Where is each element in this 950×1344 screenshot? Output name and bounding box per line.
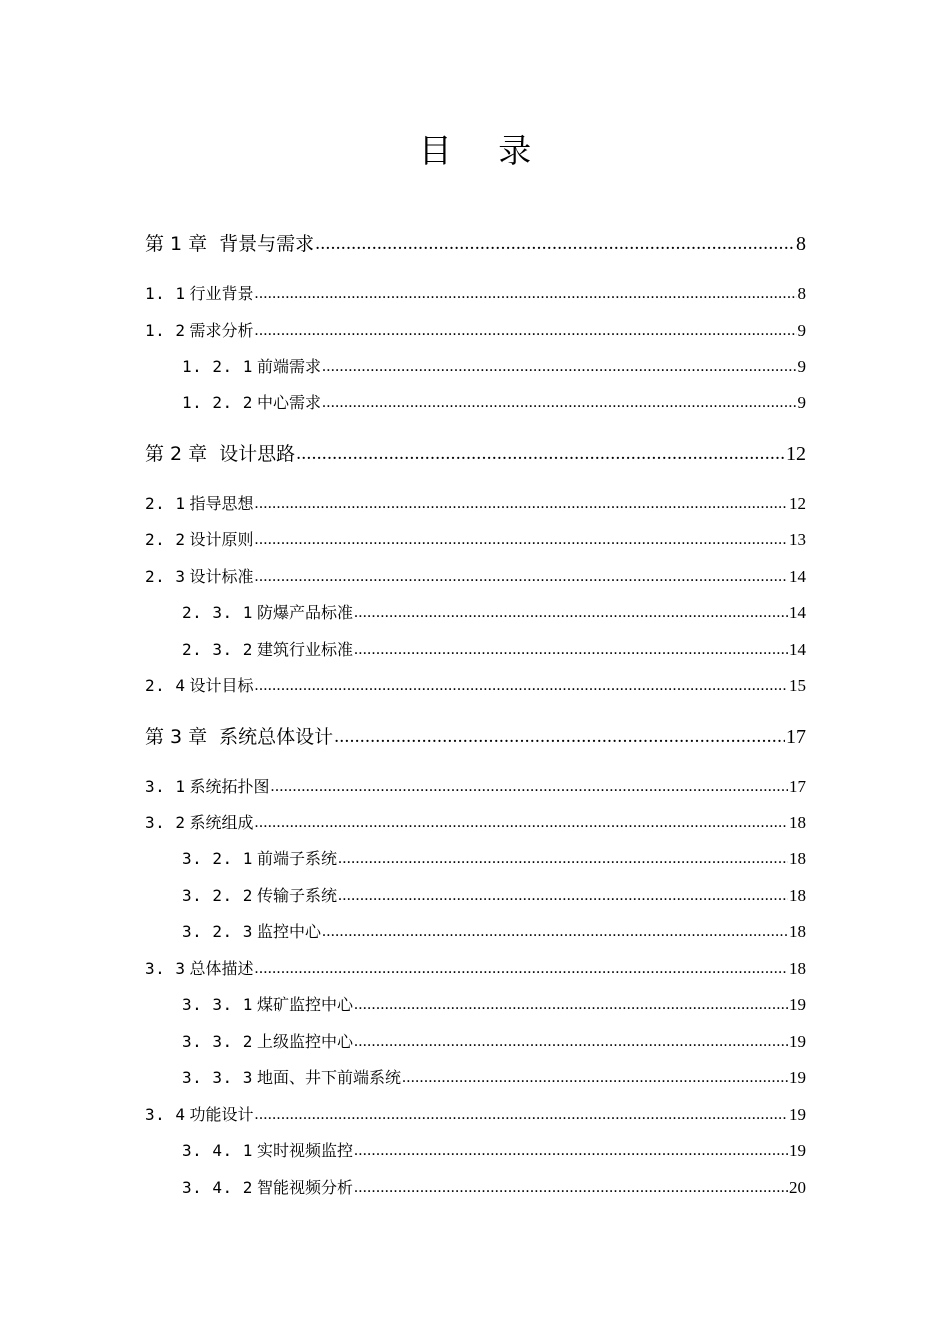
toc-entry-number: 2. 2 (145, 530, 186, 549)
toc-entry-page: 8 (797, 284, 806, 303)
toc-entry-number: 1. 2. 1 (182, 357, 253, 376)
toc-entry-number: 2. 4 (145, 676, 186, 695)
toc-entry-number: 3. 4 (145, 1105, 186, 1124)
dot-leader (255, 318, 797, 344)
toc-entry-chapter-1[interactable] (145, 229, 806, 259)
toc-entry-label: 设计思路 (219, 443, 296, 465)
toc-entry-2-3-2[interactable] (182, 637, 806, 663)
toc-entry-3-2-1[interactable] (182, 846, 806, 872)
toc-entry-page: 9 (797, 357, 806, 376)
toc-entry-label: 指导思想 (189, 494, 254, 513)
toc-entry-3-3-3[interactable] (182, 1065, 806, 1091)
toc-entry-number: 第 1 章 (145, 233, 208, 255)
toc-entry-number: 第 2 章 (145, 443, 208, 465)
toc-entry-2-2[interactable] (145, 527, 806, 553)
toc-entry-page: 15 (789, 676, 806, 695)
dot-leader (322, 354, 797, 380)
toc-entry-number: 3. 4. 1 (182, 1141, 253, 1160)
toc-entry-label: 系统拓扑图 (189, 777, 270, 796)
dot-leader (255, 810, 788, 836)
toc-entry-label: 智能视频分析 (256, 1178, 353, 1197)
toc-entry-3-4-1[interactable] (182, 1138, 806, 1164)
toc-entry-3-4-2[interactable] (182, 1175, 806, 1201)
toc-entry-page: 19 (789, 1068, 806, 1087)
dot-leader (255, 564, 788, 590)
toc-entry-page: 17 (786, 726, 806, 748)
toc-entry-2-3-1[interactable] (182, 600, 806, 626)
toc-entry-label: 煤矿监控中心 (256, 995, 353, 1014)
dot-leader (334, 722, 785, 752)
toc-entry-number: 3. 2. 1 (182, 849, 253, 868)
toc-entry-page: 12 (786, 443, 806, 465)
toc-entry-3-3-1[interactable] (182, 992, 806, 1018)
dot-leader (255, 527, 788, 553)
toc-entry-label: 系统组成 (189, 813, 254, 832)
toc-entry-1-1[interactable] (145, 281, 806, 307)
toc-entry-number: 3. 4. 2 (182, 1178, 253, 1197)
dot-leader (338, 883, 788, 909)
toc-entry-number: 3. 3. 2 (182, 1032, 253, 1051)
toc-entry-number: 3. 3. 3 (182, 1068, 253, 1087)
toc-entry-page: 19 (789, 995, 806, 1014)
toc-entry-page: 20 (789, 1178, 806, 1197)
toc-entry-chapter-3[interactable] (145, 722, 806, 752)
dot-leader (402, 1065, 788, 1091)
toc-entry-page: 14 (789, 640, 806, 659)
toc-entry-number: 第 3 章 (145, 726, 208, 748)
toc-entry-label: 传输子系统 (256, 886, 337, 905)
dot-leader (296, 439, 785, 469)
toc-entry-3-3-2[interactable] (182, 1029, 806, 1055)
toc-entry-number: 3. 3. 1 (182, 995, 253, 1014)
toc-entry-3-2-3[interactable] (182, 919, 806, 945)
dot-leader (354, 637, 788, 663)
toc-entry-label: 前端子系统 (256, 849, 337, 868)
toc-entry-2-1[interactable] (145, 491, 806, 517)
toc-entry-1-2-1[interactable] (182, 354, 806, 380)
toc-entry-page: 8 (796, 233, 806, 255)
toc-entry-number: 2. 3. 1 (182, 603, 253, 622)
toc-entry-label: 总体描述 (189, 959, 254, 978)
toc-entry-page: 18 (789, 922, 806, 941)
toc-entry-number: 2. 3. 2 (182, 640, 253, 659)
toc-entry-page: 14 (789, 567, 806, 586)
toc-entry-number: 3. 3 (145, 959, 186, 978)
toc-entry-label: 实时视频监控 (256, 1141, 353, 1160)
toc-entry-label: 系统总体设计 (219, 726, 334, 748)
toc-entry-page: 19 (789, 1032, 806, 1051)
toc-entry-page: 18 (789, 886, 806, 905)
toc-entry-3-1[interactable] (145, 774, 806, 800)
toc-entry-label: 防爆产品标准 (256, 603, 353, 622)
toc-entry-label: 需求分析 (189, 321, 254, 340)
toc-entry-number: 3. 2 (145, 813, 186, 832)
toc-entry-number: 1. 1 (145, 284, 186, 303)
toc-entry-label: 监控中心 (256, 922, 321, 941)
toc-entry-label: 设计标准 (189, 567, 254, 586)
toc-entry-page: 17 (789, 777, 806, 796)
toc-entry-label: 建筑行业标准 (256, 640, 353, 659)
toc-entry-label: 设计原则 (189, 530, 254, 549)
toc-entry-2-4[interactable] (145, 673, 806, 699)
toc-entry-page: 12 (789, 494, 806, 513)
toc-entry-label: 功能设计 (189, 1105, 254, 1124)
toc-entry-page: 18 (789, 813, 806, 832)
toc-entry-page: 13 (789, 530, 806, 549)
toc-entry-page: 18 (789, 959, 806, 978)
toc-entry-page: 18 (789, 849, 806, 868)
dot-leader (255, 281, 797, 307)
toc-entry-label: 行业背景 (189, 284, 254, 303)
toc-entry-label: 上级监控中心 (256, 1032, 353, 1051)
toc-entry-2-3[interactable] (145, 564, 806, 590)
toc-entry-page: 19 (789, 1141, 806, 1160)
dot-leader (354, 1175, 788, 1201)
toc-entry-number: 2. 3 (145, 567, 186, 586)
toc-entry-chapter-2[interactable] (145, 439, 806, 469)
toc-entry-page: 19 (789, 1105, 806, 1124)
dot-leader (322, 390, 797, 416)
dot-leader (315, 229, 795, 259)
toc-entry-number: 3. 1 (145, 777, 186, 796)
dot-leader (354, 1029, 788, 1055)
dot-leader (354, 1138, 788, 1164)
toc-entry-number: 1. 2 (145, 321, 186, 340)
dot-leader (255, 491, 788, 517)
dot-leader (255, 673, 788, 699)
toc-entry-3-2-2[interactable] (182, 883, 806, 909)
toc-entry-1-2[interactable] (145, 318, 806, 344)
toc-entry-label: 中心需求 (256, 393, 321, 412)
dot-leader (354, 992, 788, 1018)
dot-leader (322, 919, 788, 945)
dot-leader (338, 846, 788, 872)
dot-leader (255, 956, 788, 982)
toc-entry-label: 设计目标 (189, 676, 254, 695)
toc-entry-number: 3. 2. 2 (182, 886, 253, 905)
toc-entry-3-3[interactable] (145, 956, 806, 982)
toc-entry-3-2[interactable] (145, 810, 806, 836)
dot-leader (271, 774, 788, 800)
toc-entry-page: 9 (797, 393, 806, 412)
dot-leader (255, 1102, 788, 1128)
toc-entry-number: 1. 2. 2 (182, 393, 253, 412)
toc-entry-page: 14 (789, 603, 806, 622)
dot-leader (354, 600, 788, 626)
toc-entry-label: 地面、井下前端系统 (256, 1068, 401, 1087)
toc-entry-1-2-2[interactable] (182, 390, 806, 416)
toc-entry-number: 2. 1 (145, 494, 186, 513)
toc-entry-number: 3. 2. 3 (182, 922, 253, 941)
toc-entry-label: 背景与需求 (219, 233, 315, 255)
page-title: 目 录 (418, 131, 550, 170)
toc-entry-label: 前端需求 (256, 357, 321, 376)
toc-entry-page: 9 (797, 321, 806, 340)
toc-entry-3-4[interactable] (145, 1102, 806, 1128)
